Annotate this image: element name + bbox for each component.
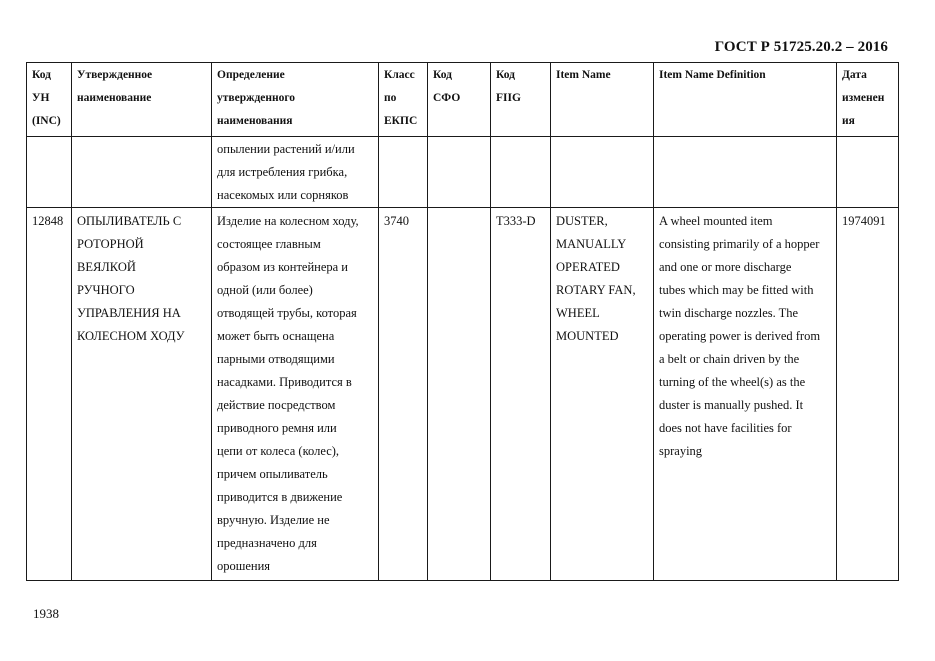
- cell-text-line: опылении растений и/или: [217, 142, 355, 156]
- cell-text-line: ВЕЯЛКОЙ: [77, 260, 136, 274]
- header-label-line: утвержденного: [217, 92, 296, 104]
- cell-text-line: насекомых или сорняков: [217, 188, 349, 202]
- cell-text-line: WHEEL: [556, 306, 600, 320]
- cell-text-line: ROTARY FAN,: [556, 283, 636, 297]
- cell-change-date: [837, 137, 899, 208]
- cell-text-line: орошения: [217, 559, 271, 573]
- header-label-line: наименования: [217, 115, 293, 127]
- cell-text-line: насадками. Приводится в: [217, 375, 352, 389]
- cell-text-line: состоящее главным: [217, 237, 321, 251]
- cell-text-line: OPERATED: [556, 260, 620, 274]
- cell-change-date: 1974091: [837, 208, 899, 581]
- header-label-line: Код: [32, 69, 52, 81]
- cell-text-line: для истребления грибка,: [217, 165, 348, 179]
- cell-text-line: A wheel mounted item: [659, 214, 773, 228]
- cell-definition: [212, 137, 379, 208]
- header-label-line: Item Name Definition: [659, 69, 766, 81]
- header-label-line: Код: [496, 69, 516, 81]
- cell-text-line: operating power is derived from: [659, 329, 821, 343]
- header-label-line: Утвержденное: [77, 69, 153, 81]
- cell-text-line: действие посредством: [217, 398, 336, 412]
- cell-text-line: does not have facilities for: [659, 421, 792, 435]
- cell-text-line: a belt or chain driven by the: [659, 352, 800, 366]
- header-label-line: ия: [842, 115, 855, 127]
- cell-text-line: отводящей трубы, которая: [217, 306, 357, 320]
- cell-text-line: одной (или более): [217, 283, 313, 297]
- table-header-row: [27, 63, 899, 137]
- header-label-line: FIIG: [496, 92, 521, 104]
- cell-text-line: spraying: [659, 444, 703, 458]
- cell-ekps-class: [379, 137, 428, 208]
- cell-text-line: duster is manually pushed. It: [659, 398, 804, 412]
- cell-text-line: парными отводящими: [217, 352, 335, 366]
- header-label-line: изменен: [842, 92, 885, 104]
- cell-text-line: turning of the wheel(s) as the: [659, 375, 806, 389]
- cell-text-line: КОЛЕСНОМ ХОДУ: [77, 329, 185, 343]
- header-label-line: по: [384, 92, 397, 104]
- cell-text-line: причем опыливатель: [217, 467, 328, 481]
- cell-item-name: [551, 137, 654, 208]
- cell-text-line: РОТОРНОЙ: [77, 237, 144, 251]
- cell-item-name-definition: [654, 208, 837, 581]
- header-approved-name: [72, 63, 212, 137]
- table-row: [27, 208, 899, 581]
- header-label-line: ЕКПС: [384, 115, 418, 127]
- registry-table: [26, 62, 899, 581]
- cell-text-line: Изделие на колесном ходу,: [217, 214, 359, 228]
- cell-text-line: РУЧНОГО: [77, 283, 135, 297]
- cell-sfo-code: [428, 137, 491, 208]
- header-label-line: наименование: [77, 92, 152, 104]
- cell-text-line: может быть оснащена: [217, 329, 335, 343]
- cell-inc: [27, 137, 72, 208]
- cell-ekps-class: 3740: [379, 208, 428, 581]
- header-label-line: Определение: [217, 69, 285, 81]
- header-label-line: Код: [433, 69, 453, 81]
- cell-text-line: цепи от колеса (колес),: [217, 444, 340, 458]
- document-code: ГОСТ Р 51725.20.2 – 2016: [714, 39, 888, 55]
- header-item-name: [551, 63, 654, 137]
- cell-text-line: tubes which may be fitted with: [659, 283, 814, 297]
- cell-approved-name: [72, 208, 212, 581]
- page-number: 1938: [33, 606, 59, 621]
- cell-text-line: приводится в движение: [217, 490, 343, 504]
- cell-text-line: twin discharge nozzles. The: [659, 306, 799, 320]
- cell-approved-name: [72, 137, 212, 208]
- cell-text-line: DUSTER,: [556, 214, 608, 228]
- cell-text-line: образом из контейнера и: [217, 260, 348, 274]
- cell-inc: 12848: [27, 208, 72, 581]
- cell-text-line: приводного ремня или: [217, 421, 337, 435]
- cell-text-line: MANUALLY: [556, 237, 627, 251]
- header-label-line: Класс: [384, 69, 415, 81]
- header-inc: [27, 63, 72, 137]
- cell-text-line: consisting primarily of a hopper: [659, 237, 820, 251]
- cell-text-line: MOUNTED: [556, 329, 619, 343]
- header-label-line: УН: [32, 92, 50, 104]
- header-label-line: (INC): [32, 115, 61, 127]
- header-fiig-code: [491, 63, 551, 137]
- table-row: [27, 137, 899, 208]
- header-change-date: [837, 63, 899, 137]
- header-label-line: Item Name: [556, 69, 611, 81]
- cell-text-line: предназначено для: [217, 536, 317, 550]
- cell-text-line: and one or more discharge: [659, 260, 792, 274]
- cell-fiig-code: [491, 137, 551, 208]
- header-definition: [212, 63, 379, 137]
- header-item-name-definition: [654, 63, 837, 137]
- cell-text-line: вручную. Изделие не: [217, 513, 330, 527]
- cell-fiig-code: T333-D: [491, 208, 551, 581]
- header-ekps-class: [379, 63, 428, 137]
- cell-definition: [212, 208, 379, 581]
- cell-text-line: ОПЫЛИВАТЕЛЬ С: [77, 214, 182, 228]
- cell-item-name-definition: [654, 137, 837, 208]
- cell-text-line: УПРАВЛЕНИЯ НА: [77, 306, 181, 320]
- header-label-line: СФО: [433, 92, 461, 104]
- header-label-line: Дата: [842, 69, 867, 81]
- cell-item-name: [551, 208, 654, 581]
- header-sfo-code: [428, 63, 491, 137]
- cell-sfo-code: [428, 208, 491, 581]
